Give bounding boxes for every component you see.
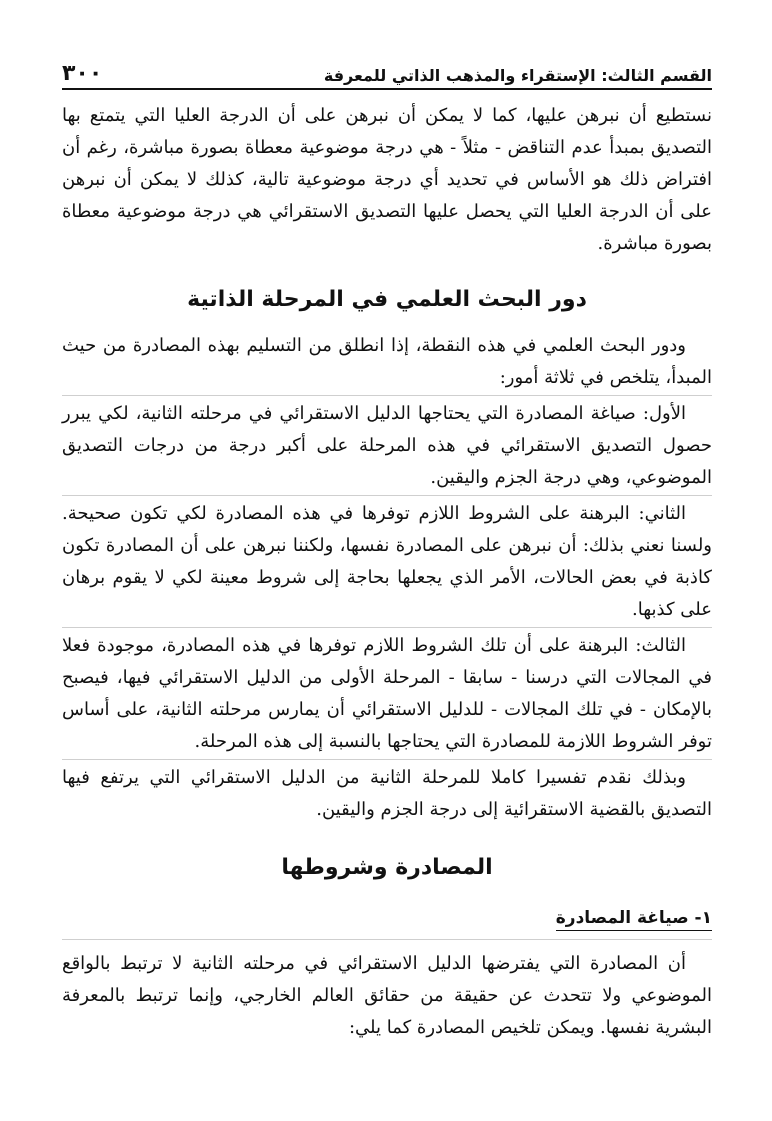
section1-paragraph-conclusion: وبذلك نقدم تفسيرا كاملا للمرحلة الثانية من الدليل الاستقرائي التي يرتفع فيها التصديق بالقضية الاستقرائية إلى درجة الجزم واليقين. [62,767,712,820]
section-heading-scientific-research: دور البحث العلمي في المرحلة الذاتية [187,287,587,312]
running-header-title: القسم الثالث: الإستقراء والمذهب الذاتي للمعرفة [323,66,712,85]
section-heading-postulate-conditions: المصادرة وشروطها [281,855,493,880]
paragraph-separator [62,495,712,496]
section1-paragraph-second-point: الثاني: البرهنة على الشروط اللازم توفرها في هذه المصادرة لكي تكون صحيحة. ولسنا نعني بذلك: أن نبرهن على المصادرة نفسها، ولكننا نبرهن على أن المصادرة تكون كاذبة في بعض الحالات، الأمر الذي يجعلها بحاجة إلى شروط معينة لكي لا يقوم برهان على كذبها. [62,503,712,620]
section1-paragraph-third-point: الثالث: البرهنة على أن تلك الشروط اللازم توفرها في هذه المصادرة، موجودة فعلا في المجالات التي درسنا - سابقا - المرحلة الأولى من الدليل الاستقرائي فيها، فيصبح بالإمكان - في تلك المجالات - للدليل الاستقرائي أن يمارس مرحلته الثانية، على أساس توفر الشروط اللازمة للمصادرة التي يحتاجها بالنسبة إلى هذه المرحلة. [62,635,712,752]
section1-paragraph-first-point: الأول: صياغة المصادرة التي يحتاجها الدليل الاستقرائي في مرحلته الثانية، لكي يبرر حصول التصديق الاستقرائي في هذه المرحلة على أكبر درجة من درجات التصديق الموضوعي، وهي درجة الجزم واليقين. [62,403,712,488]
section1-paragraph-1: ودور البحث العلمي في هذه النقطة، إذا انطلق من التسليم بهذه المصادرة من حيث المبدأ، يتلخص في ثلاثة أمور: [62,335,712,388]
subheading-postulate-formulation: ١- صياغة المصادرة [556,906,712,931]
subheading-row [62,902,712,940]
paragraph-separator [62,395,712,396]
page-number: ٣٠٠ [62,61,103,86]
document-page [62,52,712,1092]
intro-paragraph: نستطيع أن نبرهن عليها، كما لا يمكن أن نبرهن على أن الدرجة العليا التي يتمتع بها التصديق بمبدأ عدم التناقض - مثلاً - هي درجة موضوعية معطاة بصورة مباشرة، رغم أن افتراض ذلك هو الأساس في تحديد أي درجة موضوعية تالية، كذلك لا يمكن أن نبرهن على أن الدرجة العليا التي يحصل عليها التصديق الاستقرائي هي درجة موضوعية معطاة بصورة مباشرة. [62,105,712,254]
paragraph-separator [62,627,712,628]
running-header [62,52,712,90]
section2-paragraph: أن المصادرة التي يفترضها الدليل الاستقرائي في مرحلته الثانية لا ترتبط بالواقع الموضوعي ولا تتحدث عن حقيقة من حقائق العالم الخارجي، وإنما ترتبط بالمعرفة البشرية نفسها. ويمكن تلخيص المصادرة كما يلي: [62,953,712,1038]
paragraph-separator [62,759,712,760]
